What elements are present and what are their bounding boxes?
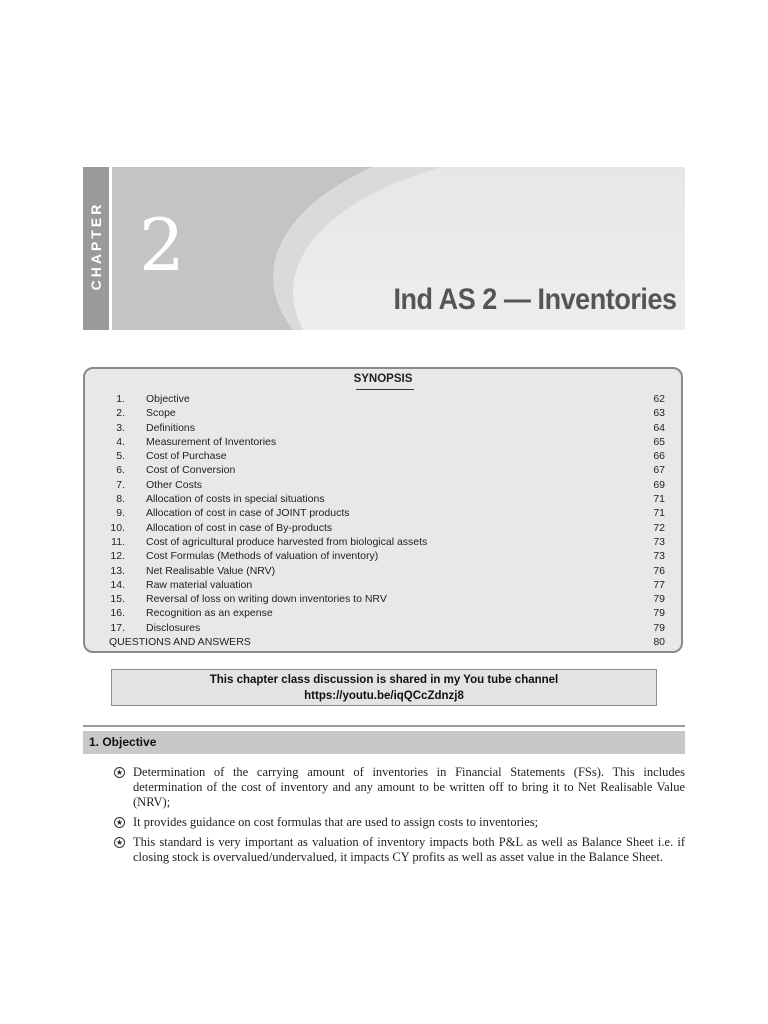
toc-item-page: 65	[653, 435, 665, 448]
star-bullet-icon: ★	[115, 838, 124, 847]
toc-item-number: 6.	[116, 464, 125, 477]
toc-item-label: Cost of Purchase	[146, 450, 227, 463]
toc-item-number: 11.	[111, 535, 125, 548]
toc-item[interactable]	[109, 449, 665, 463]
bullet-item	[114, 815, 685, 830]
toc-item-label: Objective	[146, 393, 190, 405]
toc-item-label: Reversal of loss on writing down inventories to NRV	[146, 593, 387, 606]
synopsis-heading-underline	[356, 389, 414, 390]
toc-item[interactable]	[109, 621, 665, 635]
bullet-text: Determination of the carrying amount of inventories in Financial Statements (FSs). This includes determination of the cost of inventory and any amount to be written off to bring it to Net Realisable Value (NRV);	[133, 765, 685, 809]
table-of-contents	[109, 392, 665, 649]
toc-item-label: Measurement of Inventories	[146, 435, 277, 448]
objective-bullets	[114, 765, 685, 870]
toc-item-number: 8.	[116, 493, 125, 506]
toc-item-label: Cost Formulas (Methods of valuation of inventory)	[146, 550, 379, 563]
toc-item-page: 79	[653, 593, 665, 606]
chapter-title: Ind AS 2 — Inventories	[393, 283, 677, 316]
toc-item[interactable]	[109, 549, 665, 563]
toc-item[interactable]	[109, 521, 665, 535]
bullet-item	[114, 765, 685, 810]
toc-item-label: Net Realisable Value (NRV)	[146, 564, 276, 577]
star-bullet-icon: ★	[115, 818, 124, 827]
toc-item[interactable]	[109, 406, 665, 420]
toc-item-page: 77	[653, 578, 665, 591]
toc-item[interactable]	[109, 578, 665, 592]
toc-item-page: 80	[653, 636, 665, 649]
notice-text: This chapter class discussion is shared in my You tube channel	[209, 674, 559, 686]
toc-item-label: Cost of agricultural produce harvested from biological assets	[146, 535, 428, 548]
banner-divider	[109, 167, 112, 330]
toc-item-number: 1.	[116, 393, 125, 405]
bullet-text: This standard is very important as valuation of inventory impacts both P&L as well as Balance Sheet i.e. if closing stock is overvalued/undervalued, it impacts CY profits as well as asset value in the Balance Sheet.	[133, 835, 685, 864]
toc-item-number: 12.	[110, 550, 125, 563]
toc-item-label: Raw material valuation	[146, 578, 253, 591]
toc-item[interactable]	[109, 435, 665, 449]
toc-item-label: Allocation of costs in special situations	[146, 493, 325, 506]
toc-item-number: 2.	[116, 407, 125, 420]
bullet-item	[114, 835, 685, 865]
toc-item[interactable]	[109, 535, 665, 549]
synopsis-box	[83, 367, 683, 653]
toc-item-label: Definitions	[146, 421, 196, 434]
bullet-text: It provides guidance on cost formulas that are used to assign costs to inventories;	[133, 815, 539, 829]
toc-item-label: Cost of Conversion	[146, 464, 236, 477]
toc-item[interactable]	[109, 506, 665, 520]
toc-item-number: 7.	[116, 478, 125, 491]
section-divider	[83, 725, 685, 727]
toc-item-label: Disclosures	[146, 621, 201, 634]
toc-item-label: Other Costs	[146, 478, 203, 491]
toc-item-number: 14.	[110, 578, 125, 591]
toc-item-page: 71	[653, 507, 665, 520]
toc-item-page: 71	[653, 493, 665, 506]
section-heading: 1. Objective	[83, 731, 685, 754]
youtube-notice	[111, 669, 657, 706]
toc-item-page: 79	[653, 621, 665, 634]
toc-item-number: 13.	[110, 564, 125, 577]
toc-item-label: Recognition as an expense	[146, 607, 273, 620]
toc-item-number: 16.	[110, 607, 125, 620]
toc-item-page: 72	[653, 521, 665, 534]
toc-item-number: 15.	[110, 593, 125, 606]
toc-item-page: 64	[653, 421, 665, 434]
toc-item-page: 66	[653, 450, 665, 463]
toc-item-page: 73	[653, 550, 665, 563]
toc-item-number: 9.	[116, 507, 125, 520]
toc-item-page: 73	[653, 535, 665, 548]
toc-item[interactable]	[109, 392, 665, 406]
chapter-label: CHAPTER	[88, 201, 104, 291]
toc-item-number: 3.	[116, 421, 125, 434]
toc-item-page: 62	[653, 393, 665, 405]
toc-item-label: Scope	[146, 407, 176, 420]
chapter-banner	[83, 167, 685, 330]
chapter-number: 2	[139, 203, 185, 287]
toc-item-page: 69	[653, 478, 665, 491]
toc-item-label: Allocation of cost in case of By-products	[146, 521, 333, 534]
youtube-link[interactable]: https://youtu.be/iqQCcZdnzj8	[304, 690, 464, 702]
toc-item-page: 63	[653, 407, 665, 420]
synopsis-heading: SYNOPSIS	[353, 373, 413, 385]
toc-item-number: 5.	[116, 450, 125, 463]
toc-item[interactable]	[109, 606, 665, 620]
toc-item[interactable]	[109, 421, 665, 435]
toc-item-label: QUESTIONS AND ANSWERS	[109, 636, 251, 649]
toc-item[interactable]	[109, 564, 665, 578]
star-bullet-icon: ★	[115, 768, 124, 777]
toc-item-number: 4.	[116, 435, 125, 448]
toc-item-number: 17.	[110, 621, 125, 634]
toc-item-questions-answers[interactable]	[109, 635, 665, 649]
toc-item-page: 79	[653, 607, 665, 620]
toc-item[interactable]	[109, 592, 665, 606]
toc-item[interactable]	[109, 492, 665, 506]
toc-item[interactable]	[109, 478, 665, 492]
toc-item-number: 10.	[110, 521, 125, 534]
toc-item[interactable]	[109, 463, 665, 477]
toc-item-page: 67	[653, 464, 665, 477]
toc-item-page: 76	[653, 564, 665, 577]
toc-item-label: Allocation of cost in case of JOINT products	[146, 507, 350, 520]
